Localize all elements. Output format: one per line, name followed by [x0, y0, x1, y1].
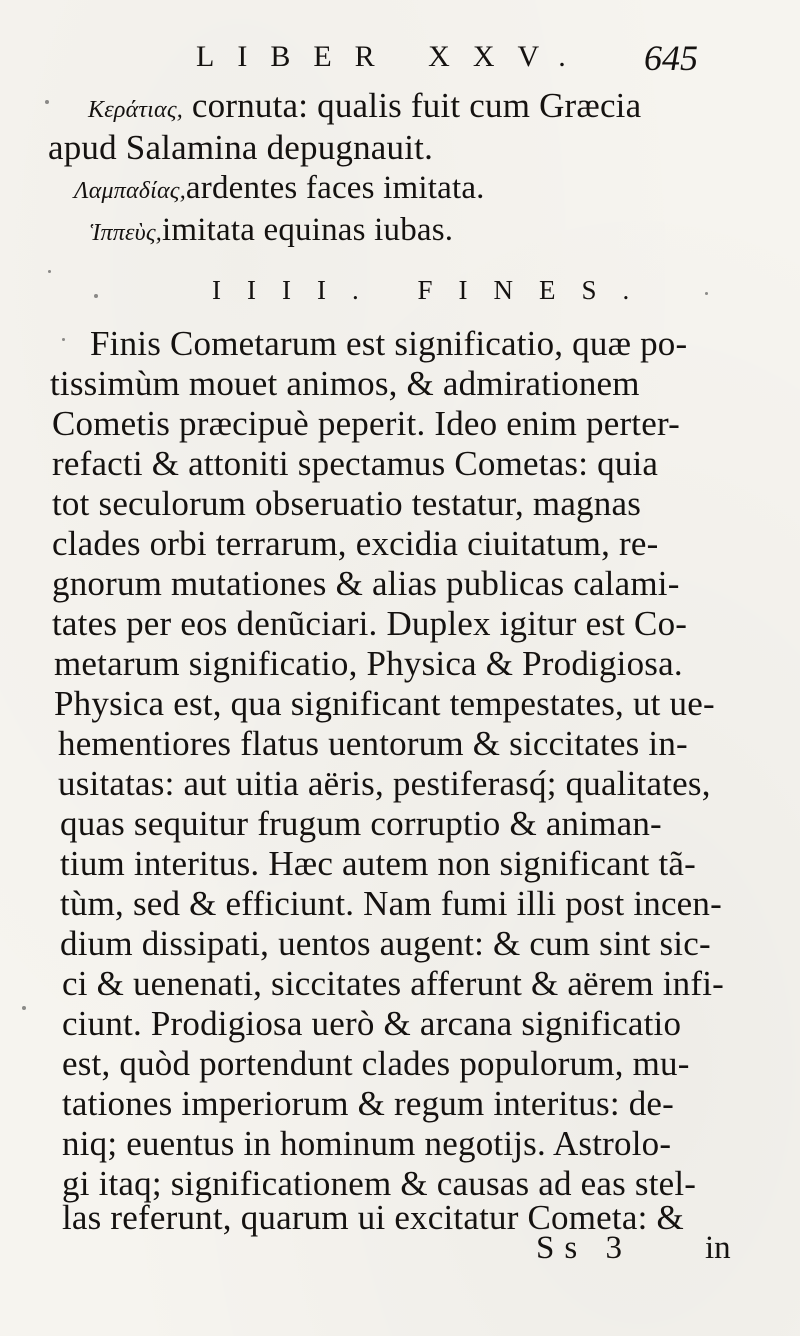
section-heading: IIII. FINES. [212, 275, 656, 305]
body-line: niq; euentus in hominum negotijs. Astrolo- [62, 1124, 672, 1163]
body-line: tot seculorum obseruatio testatur, magnas [52, 484, 642, 523]
body-line: tium interitus. Hæc autem non significant tã- [60, 844, 696, 883]
body-line: ci & uenenati, siccitates afferunt & aërem infi- [62, 964, 725, 1003]
latin-text: apud Salamina depugnauit. [48, 128, 434, 167]
page-number: 645 [644, 38, 698, 78]
body-line: est, quòd portendunt clades populorum, mu- [62, 1044, 690, 1083]
body-line: las referunt, quarum ui excitatur Cometa: & [62, 1198, 684, 1237]
body-line: hementiores flatus uentorum & siccitates in- [58, 724, 688, 763]
entry-line [90, 214, 453, 247]
body-line: tationes imperiorum & regum interitus: de- [62, 1084, 675, 1123]
greek-term: Κεράτιας, [88, 97, 183, 123]
greek-term: Λαμπαδίας, [74, 178, 186, 204]
body-line: clades orbi terrarum, excidia ciuitatum, re- [52, 524, 659, 563]
body-line: ciunt. Prodigiosa uerò & arcana significatio [62, 1004, 682, 1043]
body-line: Physica est, qua significant tempestates, ut ue- [54, 684, 715, 723]
entry-line [74, 172, 485, 205]
greek-term: Ἱππεὺς, [90, 220, 162, 246]
scan-speck [94, 294, 98, 298]
scan-speck [48, 270, 51, 273]
latin-text: imitata equinas iubas. [162, 212, 454, 248]
body-line: gnorum mutationes & alias publicas calami- [52, 564, 680, 603]
scan-speck [45, 100, 49, 104]
scan-speck [22, 1006, 26, 1010]
latin-text: ardentes faces imitata. [185, 170, 485, 206]
signature-mark: Ss 3 [536, 1230, 632, 1266]
body-line: dium dissipati, uentos augent: & cum sint sic- [60, 924, 711, 963]
body-line: gi itaq; significationem & causas ad eas stel- [62, 1164, 697, 1203]
body-line: usitatas: aut uitia aëris, pestiferasq́; qualitates, [58, 764, 711, 803]
scan-speck [62, 338, 65, 341]
body-line: tùm, sed & efficiunt. Nam fumi illi post incen- [60, 884, 722, 923]
entry-line [48, 130, 433, 165]
body-line: refacti & attoniti spectamus Cometas: quia [52, 444, 659, 483]
running-head: LIBER XXV. [196, 40, 589, 73]
latin-text: cornuta: qualis fuit cum Græcia [182, 86, 642, 125]
entry-line [88, 88, 641, 123]
body-line: tissimùm mouet animos, & admirationem [50, 364, 640, 403]
body-line: Cometis præcipuè peperit. Ideo enim perter- [52, 404, 680, 443]
catchword: in [705, 1230, 731, 1266]
body-line: Finis Cometarum est significatio, quæ po- [90, 324, 688, 363]
scan-speck [705, 292, 708, 295]
body-line: tates per eos denũciari. Duplex igitur est Co- [52, 604, 688, 643]
body-line: metarum significatio, Physica & Prodigiosa. [54, 644, 683, 683]
body-line: quas sequitur frugum corruptio & animan- [60, 804, 662, 843]
